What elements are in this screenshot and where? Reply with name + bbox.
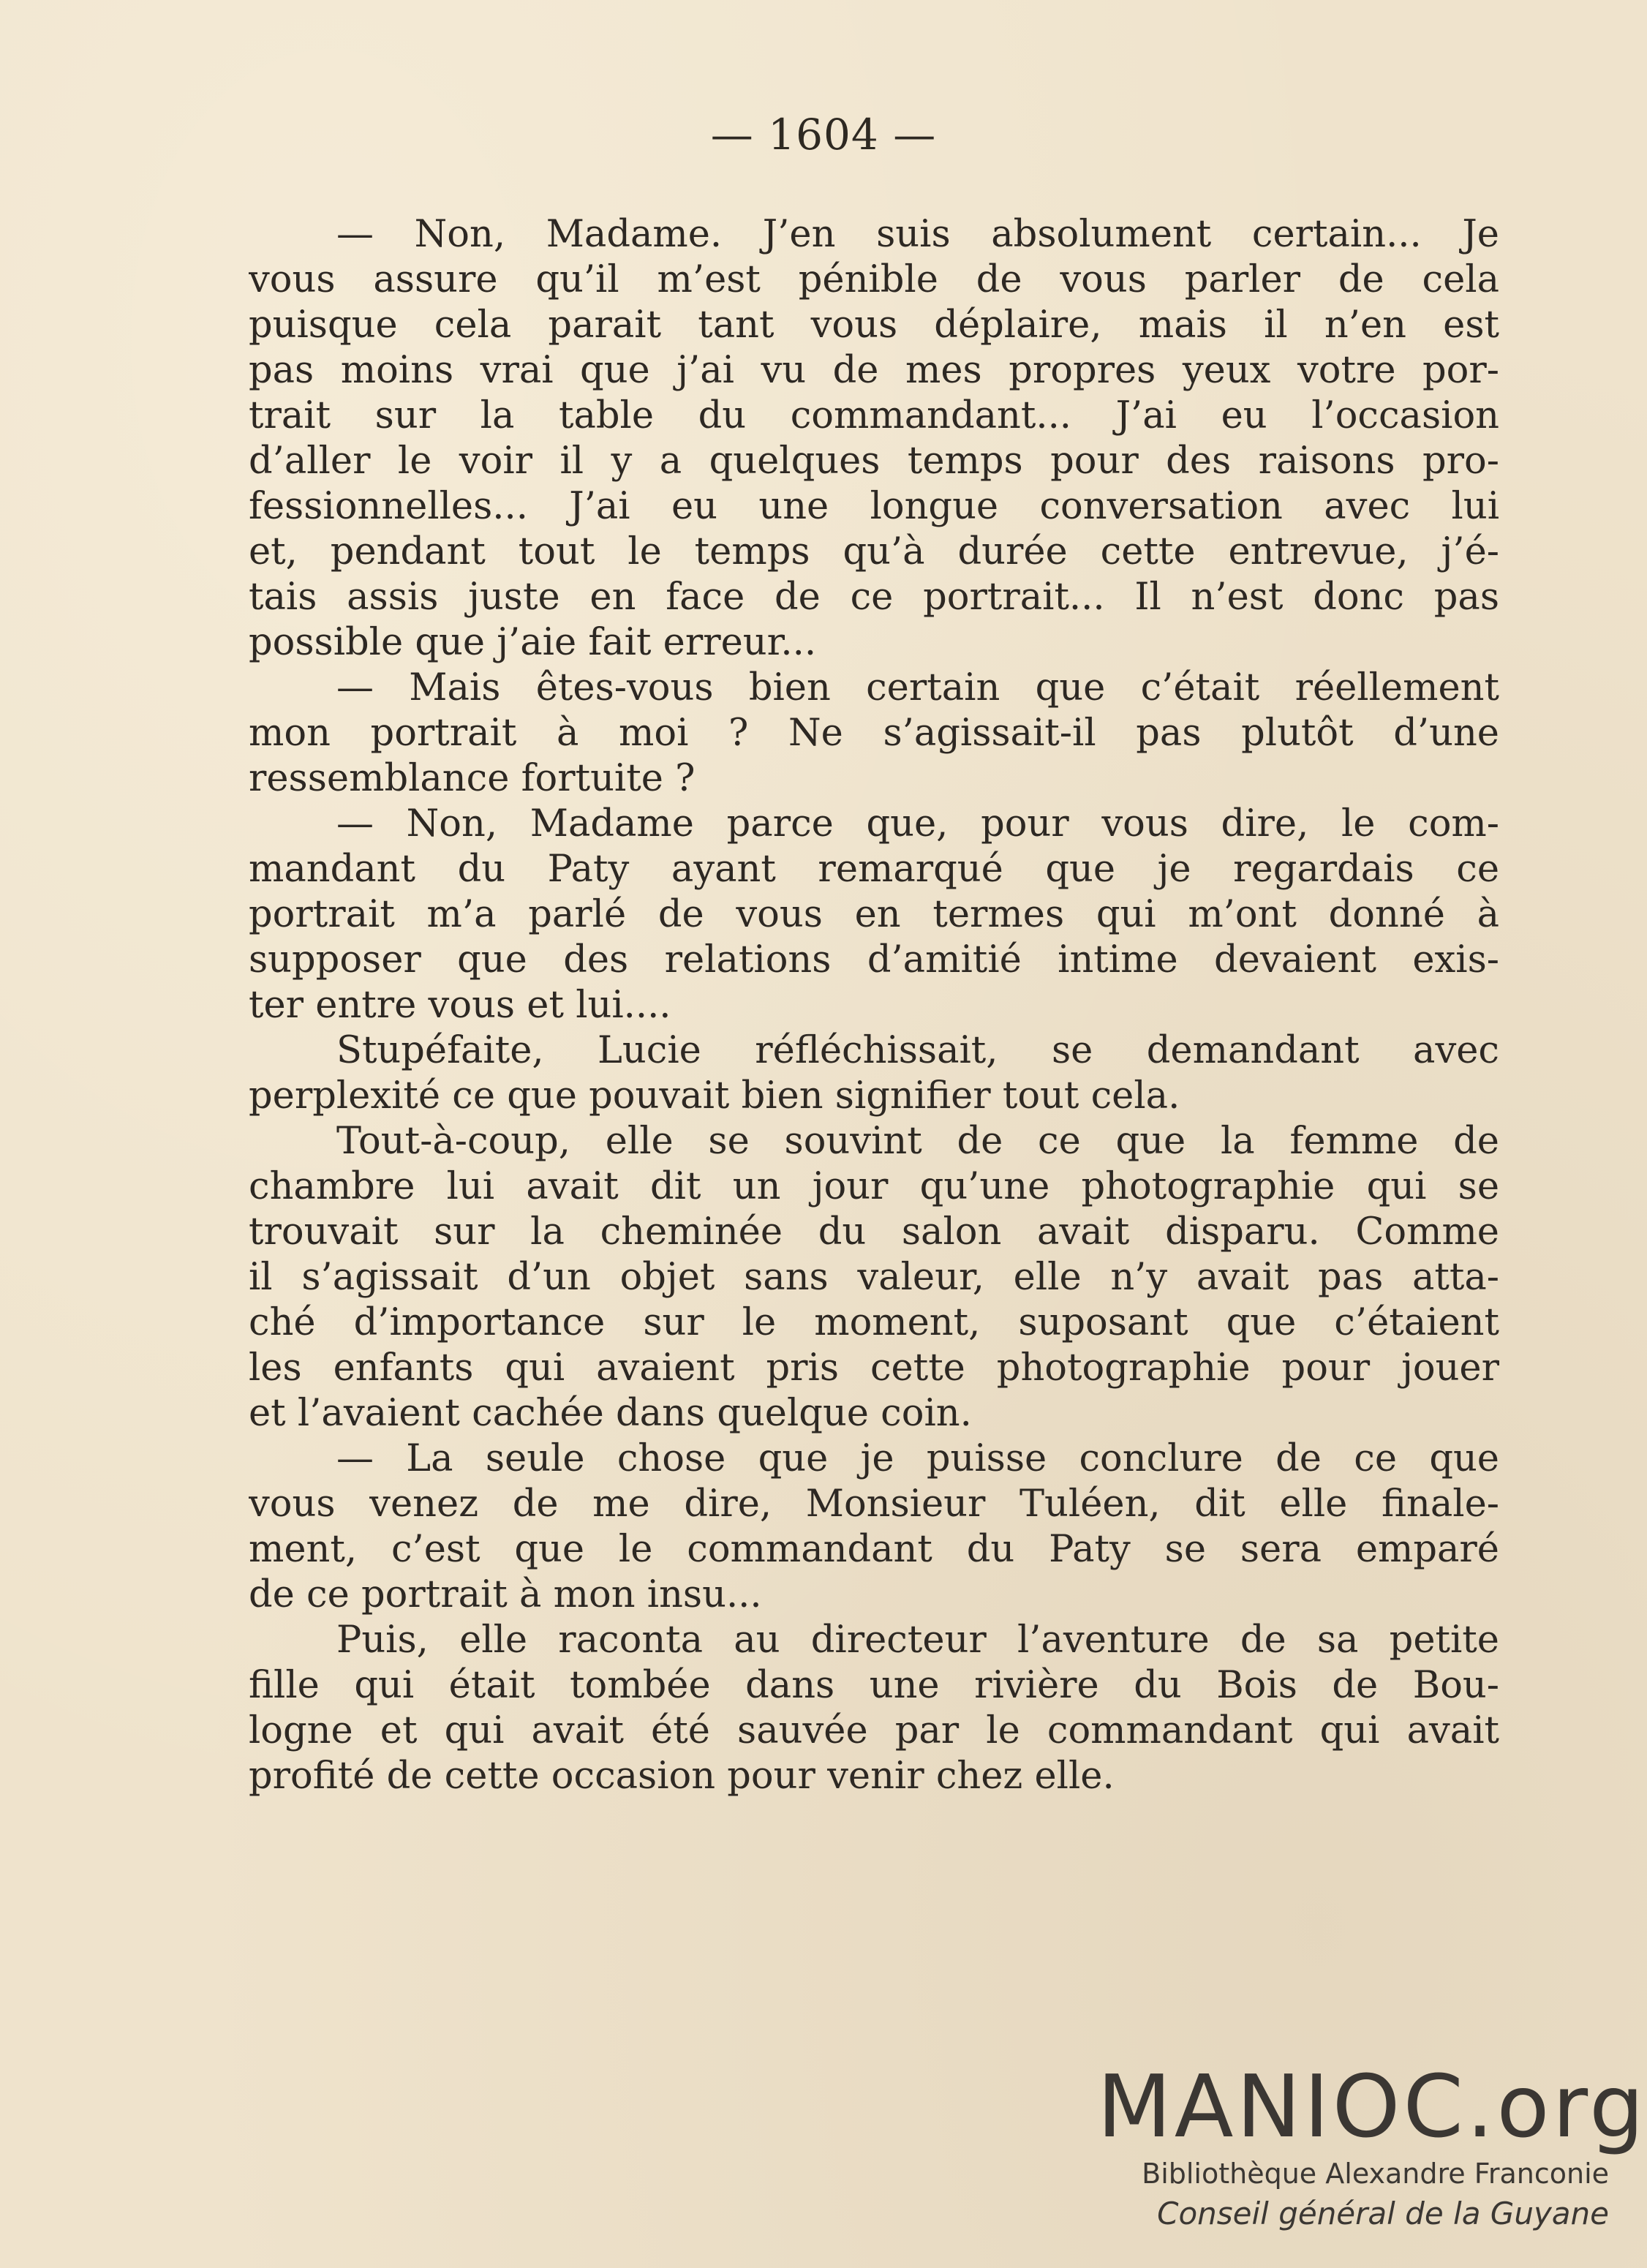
- manioc-logo: [1097, 2056, 1647, 2235]
- text-line: puisque cela parait tant vous déplaire, mais il n’en est: [249, 304, 1499, 347]
- text-line: mandant du Paty ayant remarqué que je regardais ce: [249, 848, 1499, 891]
- manioc-wordmark: MANIOC.org: [1097, 2056, 1647, 2157]
- text-line: — Mais êtes-vous bien certain que c’était réellement: [336, 666, 1499, 709]
- text-line: — Non, Madame parce que, pour vous dire, le com-: [336, 802, 1499, 845]
- text-line: portrait m’a parlé de vous en termes qui m’ont donné à: [249, 893, 1499, 936]
- text-line: de ce portrait à mon insu...: [249, 1573, 762, 1616]
- text-line: pas moins vrai que j’ai vu de mes propres yeux votre por-: [249, 349, 1499, 392]
- text-line: chambre lui avait dit un jour qu’une photographie qui se: [249, 1165, 1499, 1208]
- text-line: profité de cette occasion pour venir chez elle.: [249, 1755, 1115, 1798]
- text-line: — Non, Madame. J’en suis absolument certain... Je: [336, 213, 1499, 256]
- council-name: Conseil général de la Guyane: [1157, 2196, 1609, 2231]
- text-line: vous venez de me dire, Monsieur Tuléen, dit elle finale-: [249, 1483, 1499, 1526]
- text-line: ché d’importance sur le moment, suposant que c’étaient: [249, 1301, 1499, 1344]
- text-line: tais assis juste en face de ce portrait... Il n’est donc pas: [249, 576, 1499, 619]
- text-line: les enfants qui avaient pris cette photographie pour jouer: [249, 1346, 1499, 1390]
- text-line: il s’agissait d’un objet sans valeur, elle n’y avait pas atta-: [249, 1256, 1499, 1299]
- text-line: Stupéfaite, Lucie réfléchissait, se demandant avec: [336, 1029, 1499, 1072]
- text-line: possible que j’aie fait erreur...: [249, 621, 817, 664]
- body-text: [249, 212, 1499, 1799]
- text-line: d’aller le voir il y a quelques temps pour des raisons pro-: [249, 440, 1499, 483]
- text-line: mon portrait à moi ? Ne s’agissait-il pas plutôt d’une: [249, 712, 1499, 755]
- text-line: Puis, elle raconta au directeur l’aventure de sa petite: [336, 1619, 1499, 1662]
- text-line: ment, c’est que le commandant du Paty se sera emparé: [249, 1528, 1499, 1571]
- text-line: trait sur la table du commandant... J’ai eu l’occasion: [249, 394, 1499, 437]
- text-line: et l’avaient cachée dans quelque coin.: [249, 1392, 972, 1435]
- text-line: fille qui était tombée dans une rivière du Bois de Bou-: [249, 1664, 1499, 1707]
- text-line: ter entre vous et lui....: [249, 984, 671, 1027]
- page-number: — 1604 —: [710, 110, 937, 159]
- text-line: perplexité ce que pouvait bien signifier tout cela.: [249, 1074, 1180, 1118]
- library-name: Bibliothèque Alexandre Franconie: [1142, 2158, 1609, 2190]
- text-line: logne et qui avait été sauvée par le commandant qui avait: [249, 1709, 1499, 1752]
- text-line: fessionnelles... J’ai eu une longue conversation avec lui: [249, 485, 1499, 528]
- text-line: — La seule chose que je puisse conclure de ce que: [336, 1437, 1499, 1480]
- text-line: et, pendant tout le temps qu’à durée cette entrevue, j’é-: [249, 530, 1499, 573]
- text-line: supposer que des relations d’amitié intime devaient exis-: [249, 938, 1499, 982]
- text-line: Tout-à-coup, elle se souvint de ce que la femme de: [336, 1120, 1499, 1163]
- text-line: ressemblance fortuite ?: [249, 757, 696, 800]
- text-line: trouvait sur la cheminée du salon avait disparu. Comme: [249, 1210, 1499, 1254]
- text-line: vous assure qu’il m’est pénible de vous parler de cela: [249, 258, 1499, 301]
